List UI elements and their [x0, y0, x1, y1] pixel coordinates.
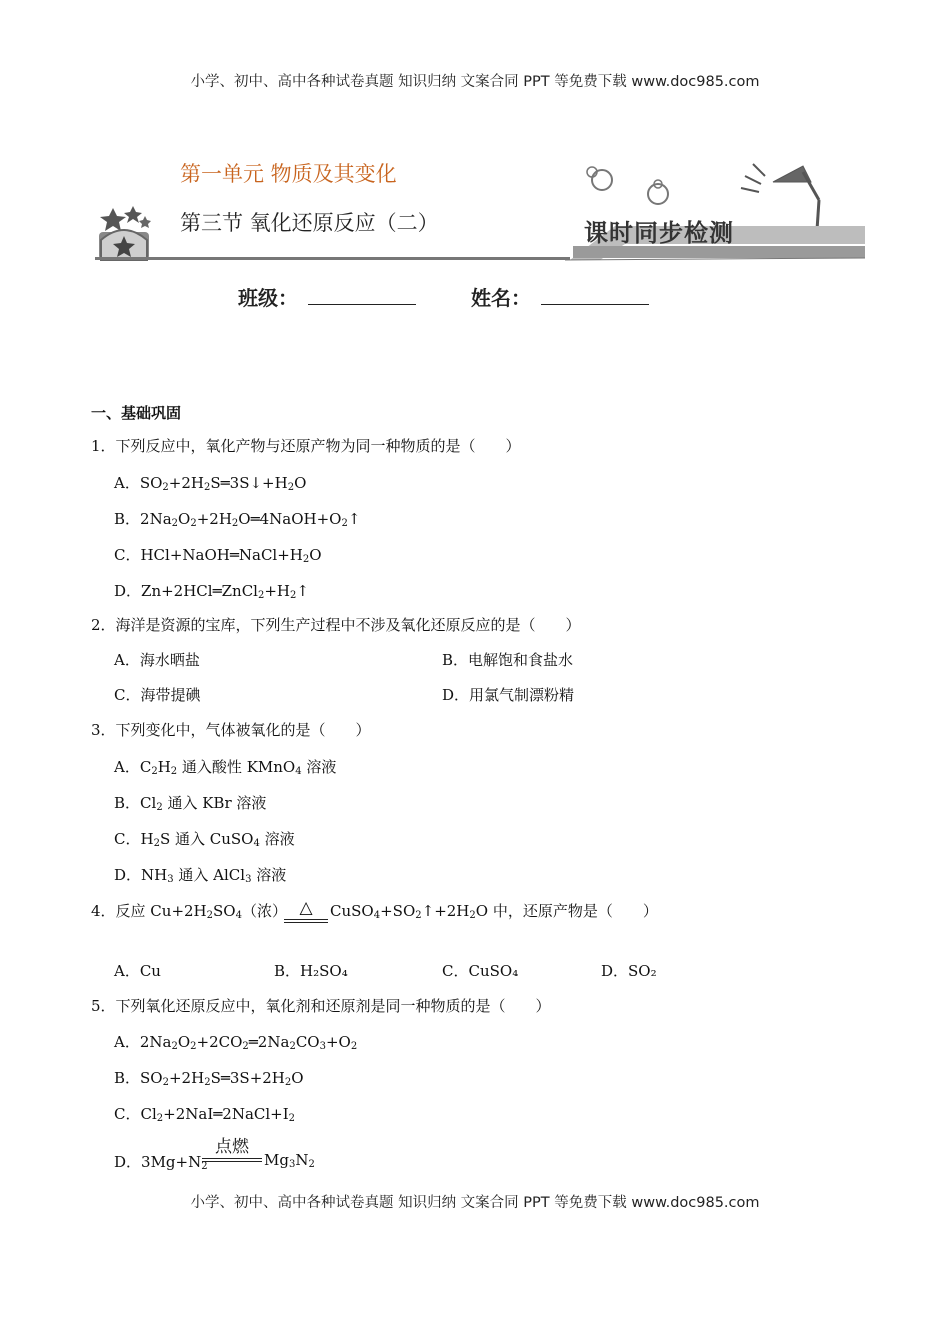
section-title: 第三节 氧化还原反应（二） — [180, 211, 439, 235]
class-label: 班级： — [238, 286, 298, 310]
q1-option-c[interactable]: C．$HCl+NaOH═NaCl+H_2O$ — [114, 546, 322, 565]
question-5: 5．下列氧化还原反应中，氧化剂和还原剂是同一种物质的是（ ） — [91, 997, 551, 1015]
class-blank[interactable] — [308, 286, 416, 305]
q2-option-c[interactable]: C．海带提碘 — [114, 686, 201, 704]
q3-option-a[interactable]: A．$C_2H_2$ 通入酸性 KMnO$_4$ 溶液 — [114, 758, 337, 777]
q3-option-d[interactable]: D．$NH_3$ 通入 AlCl$_3$ 溶液 — [114, 866, 287, 885]
name-label: 姓名： — [471, 286, 531, 310]
name-field[interactable] — [471, 282, 649, 311]
q3-option-b[interactable]: B．$Cl_2$ 通入 KBr 溶液 — [114, 794, 267, 813]
q4-option-c[interactable]: C．CuSO₄ — [442, 962, 519, 980]
star-badge-icon — [99, 206, 151, 260]
q4-option-d[interactable]: D．SO₂ — [601, 962, 657, 980]
q1-option-b[interactable]: B．$2Na_2O_2+2H_2O═4NaOH+O_2↑$ — [114, 510, 361, 529]
q4-option-a[interactable]: A．Cu — [114, 962, 161, 980]
question-4: 4．反应 $Cu+2H_2SO_4$（浓） — [91, 902, 287, 921]
ignite-condition — [202, 1132, 262, 1162]
q2-option-a[interactable]: A．海水晒盐 — [114, 651, 200, 669]
section-basic-heading: 一、基础巩固 — [91, 404, 182, 422]
q2-option-d[interactable]: D．用氯气制漂粉精 — [442, 686, 575, 704]
class-field[interactable] — [238, 282, 416, 311]
question-2: 2．海洋是资源的宝库，下列生产过程中不涉及氧化还原反应的是（ ） — [91, 616, 581, 634]
unit-title: 第一单元 物质及其变化 — [180, 162, 397, 186]
q4-option-b[interactable]: B．H₂SO₄ — [274, 962, 348, 980]
q5-option-d[interactable]: D．$3Mg+N_2$ — [114, 1153, 208, 1172]
q5-option-b[interactable]: B．$SO_2+2H_2S═3S+2H_2O$ — [114, 1069, 304, 1088]
q1-option-a[interactable]: A．$SO_2+2H_2S═3S↓+H_2O$ — [114, 474, 307, 493]
q5-option-a[interactable]: A．$2Na_2O_2+2CO_2═2Na_2CO_3+O_2$ — [114, 1033, 358, 1052]
question-1: 1．下列反应中，氧化产物与还原产物为同一种物质的是（ ） — [91, 437, 521, 455]
desk-lamp-icon — [741, 164, 831, 234]
question-3: 3．下列变化中，气体被氧化的是（ ） — [91, 721, 371, 739]
q5-option-c[interactable]: C．$Cl_2+2NaI═2NaCl+I_2$ — [114, 1105, 296, 1124]
ignite-label: 点燃 — [215, 1137, 249, 1157]
page-header: 小学、初中、高中各种试卷真题 知识归纳 文案合同 PPT 等免费下载 www.doc985.com — [190, 74, 760, 90]
q1-option-d[interactable]: D．$Zn+2HCl═ZnCl_2+H_2↑$ — [114, 582, 309, 601]
question-4-tail: $CuSO_4+SO_2↑+2H_2O$ 中，还原产物是（ ） — [330, 902, 658, 921]
page-footer: 小学、初中、高中各种试卷真题 知识归纳 文案合同 PPT 等免费下载 www.doc985.com — [190, 1195, 760, 1211]
q5-option-d-product: $Mg_3N_2$ — [264, 1151, 315, 1170]
heat-triangle-icon: △ — [299, 898, 313, 918]
brand-title: 课时同步检测 — [584, 219, 734, 247]
name-blank[interactable] — [541, 286, 649, 305]
q2-option-b[interactable]: B．电解饱和食盐水 — [442, 651, 574, 669]
heat-condition — [284, 898, 328, 923]
q3-option-c[interactable]: C．$H_2S$ 通入 CuSO$_4$ 溶液 — [114, 830, 295, 849]
